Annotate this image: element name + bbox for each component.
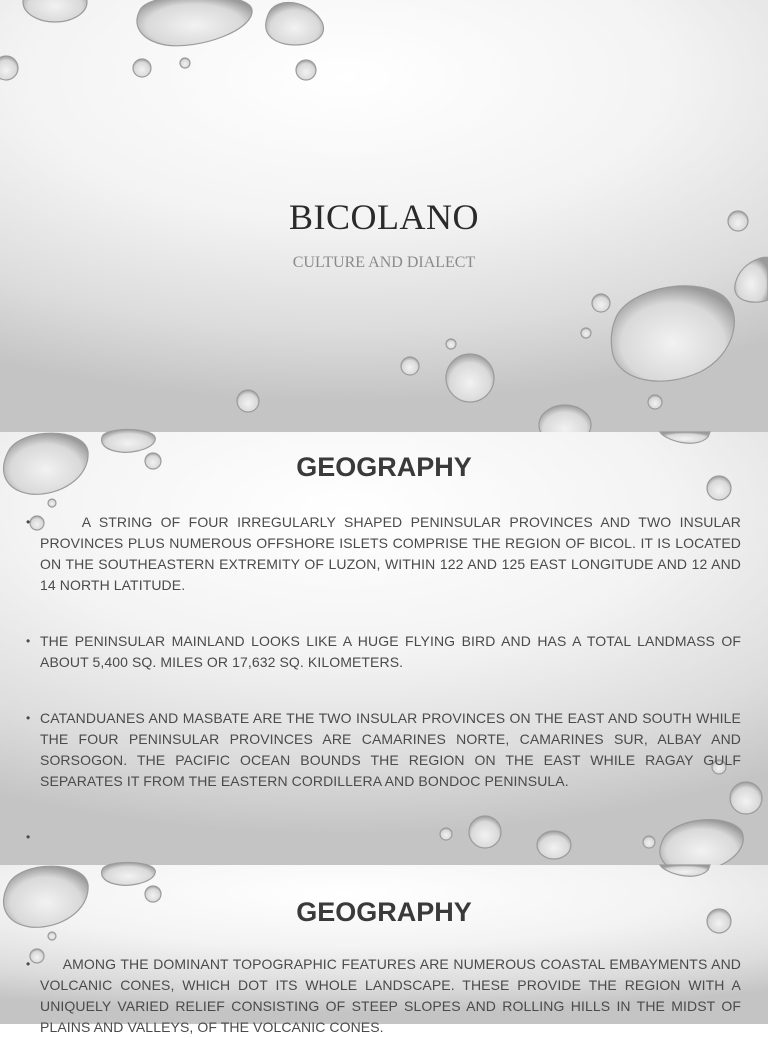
bullet-text: THE PENINSULAR MAINLAND LOOKS LIKE A HUGE FLYING BIRD AND HAS A TOTAL LANDMASS OF ABOUT 5,400 SQ. MILES OR 17,632 SQ. KILOMETERS. <box>40 633 741 670</box>
geography-slide <box>0 432 768 865</box>
bullet-list <box>26 512 746 848</box>
list-item <box>26 512 746 596</box>
bullet-text: CATANDUANES AND MASBATE ARE THE TWO INSULAR PROVINCES ON THE EAST AND SOUTH WHILE THE FOUR PENINSULAR PROVINCES ARE CAMARINES NORTE, CAMARINES SUR, ALBAY AND SORSOGON. THE PACIFIC OCEAN BOUNDS THE REGION ON THE EAST WHILE RAGAY GULF SEPARATES IT FROM THE EASTERN CORDILLERA AND BONDOC PENINSULA. <box>40 710 741 789</box>
bullet-text: A STRING OF FOUR IRREGULARLY SHAPED PENINSULAR PROVINCES AND TWO INSULAR PROVINCES PLUS NUMEROUS OFFSHORE ISLETS COMPRISE THE REGION OF BICOL. IT IS LOCATED ON THE SOUTHEASTERN EXTREMITY OF LUZON, WITHIN 122 AND 125 EAST LONGITUDE AND 12 AND 14 NORTH LATITUDE. <box>40 514 746 593</box>
title-slide <box>0 0 768 432</box>
presentation-title: BICOLANO <box>289 197 479 237</box>
list-item <box>26 954 746 1038</box>
list-item <box>26 631 741 673</box>
presentation-subtitle: CULTURE AND DIALECT <box>292 254 476 271</box>
slide-heading: GEOGRAPHY <box>296 897 472 927</box>
bullet-icon: • <box>26 711 31 725</box>
geography-slide <box>0 865 768 1035</box>
bullet-icon: • <box>26 515 31 529</box>
bullet-icon: • <box>26 957 31 971</box>
bullet-icon: • <box>26 634 31 648</box>
bullet-list <box>26 954 746 1038</box>
list-item <box>26 827 741 848</box>
slide-heading: GEOGRAPHY <box>296 452 472 482</box>
list-item <box>26 708 741 792</box>
bullet-text: AMONG THE DOMINANT TOPOGRAPHIC FEATURES ARE NUMEROUS COASTAL EMBAYMENTS AND VOLCANIC CONES, WHICH DOT ITS WHOLE LANDSCAPE. THESE PROVIDE THE REGION WITH A UNIQUELY VARIED RELIEF CONSISTING OF STEEP SLOPES AND ROLLING HILLS IN THE MIDST OF PLAINS AND VALLEYS, OF THE VOLCANIC CONES. <box>40 956 746 1035</box>
bullet-icon: • <box>26 830 31 844</box>
